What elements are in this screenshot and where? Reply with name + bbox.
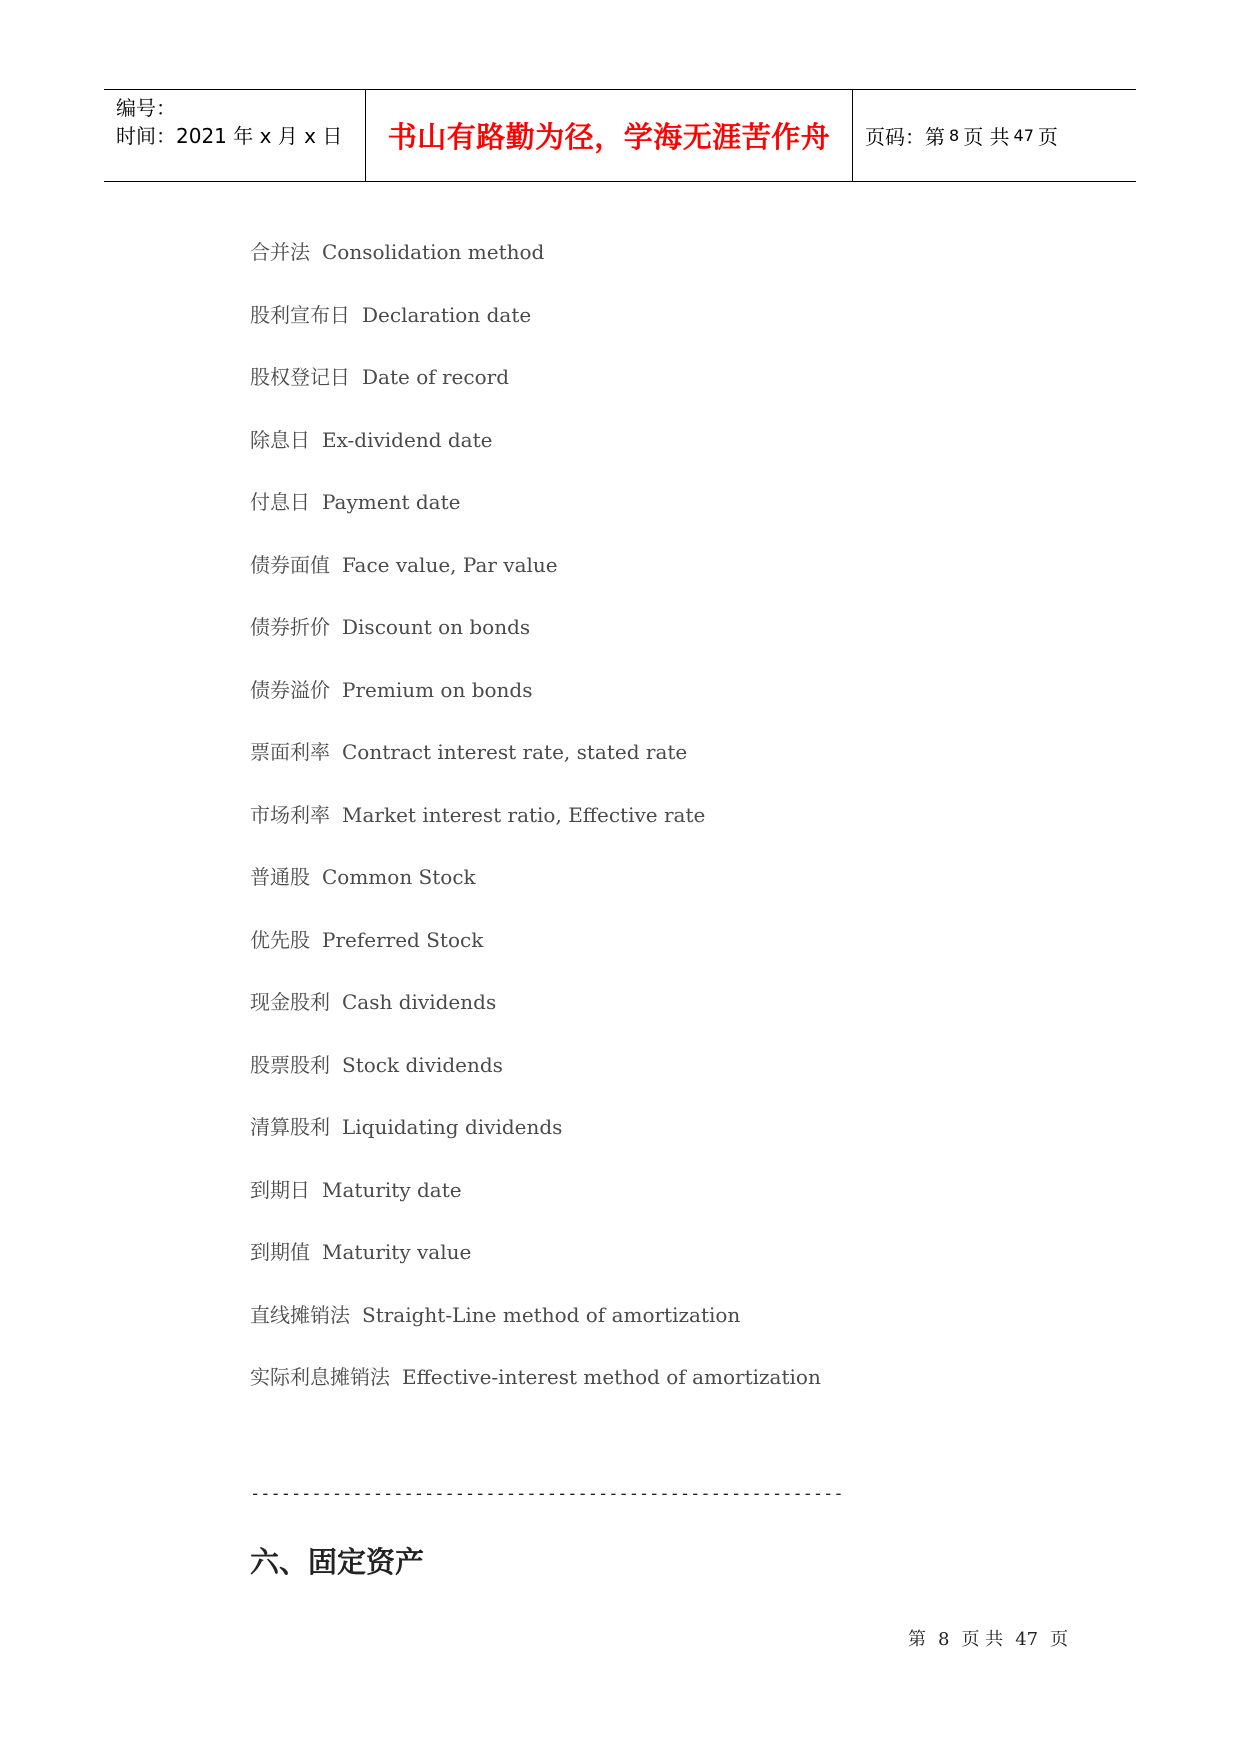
term-chinese: 合并法 [250, 240, 310, 264]
term-english: Payment date [322, 490, 461, 514]
term-english: Market interest ratio, Effective rate [342, 802, 706, 827]
term-chinese: 债券折价 [250, 615, 330, 639]
term-english: Preferred Stock [322, 927, 484, 952]
glossary-item [250, 1237, 821, 1300]
glossary-item [250, 300, 821, 363]
term-english: Declaration date [362, 302, 532, 327]
term-chinese: 优先股 [250, 927, 310, 952]
glossary-list [250, 237, 821, 1425]
header-page-total: 47 [1013, 126, 1034, 145]
term-english: Discount on bonds [342, 615, 531, 639]
term-chinese: 除息日 [250, 427, 310, 452]
term-chinese: 到期值 [250, 1240, 310, 1264]
document-time-label: 时间：2021 年 x 月 x 日 [116, 124, 343, 148]
glossary-item [250, 237, 821, 300]
page-footer [902, 1625, 1074, 1651]
term-english: Face value, Par value [342, 552, 558, 577]
term-english: Consolidation method [322, 240, 545, 264]
dashed-divider: ---------------------------------------------------------- [250, 1484, 844, 1504]
glossary-item [250, 1300, 821, 1363]
glossary-item [250, 1362, 821, 1425]
footer-mid: 页 共 [961, 1629, 1004, 1650]
term-chinese: 股票股利 [250, 1052, 330, 1077]
term-english: Date of record [362, 365, 509, 389]
term-chinese: 清算股利 [250, 1115, 330, 1139]
term-chinese: 债券面值 [250, 552, 330, 577]
glossary-item [250, 675, 821, 738]
header-slogan-cell [366, 90, 853, 181]
footer-prefix: 第 [908, 1629, 926, 1650]
term-english: Liquidating dividends [342, 1115, 563, 1139]
header-meta-cell [104, 90, 366, 181]
term-english: Contract interest rate, stated rate [342, 740, 688, 764]
section-heading: 六、固定资产 [250, 1545, 425, 1579]
term-chinese: 普通股 [250, 865, 310, 889]
term-english: Effective-interest method of amortization [402, 1365, 821, 1389]
term-chinese: 实际利息摊销法 [250, 1365, 390, 1389]
term-english: Maturity value [322, 1240, 472, 1264]
glossary-item [250, 612, 821, 675]
term-chinese: 直线摊销法 [250, 1302, 350, 1327]
glossary-item [250, 987, 821, 1050]
term-chinese: 票面利率 [250, 740, 330, 764]
term-chinese: 债券溢价 [250, 677, 330, 702]
glossary-item [250, 425, 821, 488]
header-page-number: 8 [949, 126, 960, 145]
footer-page-total: 47 [1015, 1629, 1039, 1650]
glossary-item [250, 737, 821, 800]
glossary-item [250, 925, 821, 988]
glossary-item [250, 487, 821, 550]
term-english: Ex-dividend date [322, 427, 493, 452]
term-english: Cash dividends [342, 990, 497, 1014]
glossary-item [250, 800, 821, 863]
header-page-mid: 页 共 [963, 125, 1010, 149]
glossary-item [250, 550, 821, 613]
term-chinese: 付息日 [250, 490, 310, 514]
term-english: Straight-Line method of amortization [362, 1302, 741, 1327]
glossary-item [250, 1175, 821, 1238]
term-chinese: 现金股利 [250, 990, 330, 1014]
term-chinese: 股利宣布日 [250, 302, 350, 327]
term-english: Premium on bonds [342, 677, 533, 702]
term-english: Maturity date [322, 1177, 462, 1202]
glossary-item [250, 1050, 821, 1113]
term-chinese: 到期日 [250, 1177, 310, 1202]
header-slogan: 书山有路勤为径，学海无涯苦作舟 [387, 120, 831, 154]
glossary-item [250, 862, 821, 925]
footer-suffix: 页 [1050, 1629, 1069, 1650]
glossary-item [250, 362, 821, 425]
header-page-prefix: 页码：第 [865, 125, 945, 149]
document-header [104, 89, 1136, 182]
term-chinese: 市场利率 [250, 802, 330, 827]
glossary-item [250, 1112, 821, 1175]
document-number-label: 编号： [116, 96, 176, 120]
header-page-suffix: 页 [1037, 125, 1058, 149]
term-english: Common Stock [322, 865, 476, 889]
term-chinese: 股权登记日 [250, 365, 350, 389]
term-english: Stock dividends [342, 1052, 503, 1077]
header-page-cell [853, 90, 1136, 181]
footer-page-number: 8 [938, 1629, 950, 1650]
